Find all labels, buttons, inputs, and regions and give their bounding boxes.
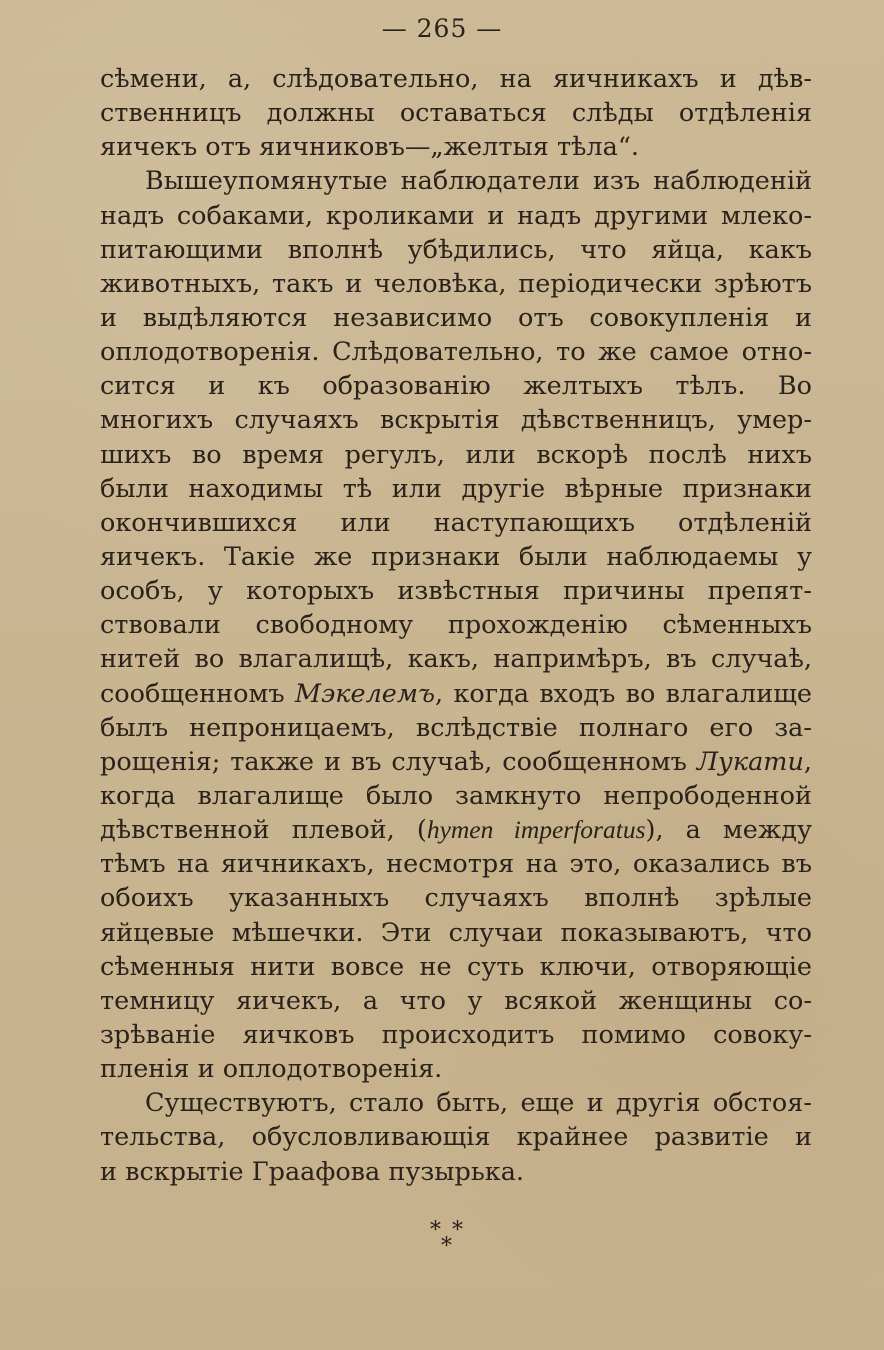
italic-name: Мэкелемъ	[294, 678, 436, 709]
text-line: шихъ во время регулъ, или вскорѣ послѣ нихъ	[100, 439, 812, 470]
text-line-with-italic	[100, 745, 812, 779]
text-line: и выдѣляются независимо отъ совокупленія и	[100, 302, 812, 333]
text-line: и вскрытіе Граафова пузырька.	[100, 1156, 524, 1187]
text-line: были находимы тѣ или другіе вѣрные признаки	[100, 473, 812, 504]
text-line: оплодотворенія. Слѣдовательно, то же самое отно-	[100, 337, 812, 368]
text-line: особъ, у которыхъ извѣстныя причины препят-	[100, 576, 812, 607]
line-fragment: дѣвственной плевой, (	[100, 815, 427, 846]
asterisk-icon: *	[441, 1234, 452, 1259]
text-line: обоихъ указанныхъ случаяхъ вполнѣ зрѣлые	[100, 883, 812, 914]
asterisk-icon: *	[430, 1218, 441, 1243]
text-line: надъ собаками, кроликами и надъ другими млеко-	[100, 200, 812, 231]
asterisk-icon: *	[452, 1218, 463, 1243]
text-line-with-latin	[100, 813, 812, 847]
line-fragment: ), а между	[645, 815, 812, 846]
text-line-with-italic	[100, 677, 812, 711]
text-line: ствовали свободному прохожденію сѣменныхъ	[100, 610, 812, 641]
text-line: окончившихся или наступающихъ отдѣленій	[100, 507, 812, 538]
text-line: яичекъ. Такіе же признаки были наблюдаемы у	[100, 541, 812, 572]
text-line: яйцевые мѣшечки. Эти случаи показываютъ, что	[100, 917, 812, 948]
line-fragment: рощенія; также и въ случаѣ, сообщенномъ	[100, 746, 697, 777]
paragraph-start-line: Вышеупомянутые наблюдатели изъ наблюденій	[145, 166, 812, 197]
text-line: питающими вполнѣ убѣдились, что яйца, какъ	[100, 234, 812, 265]
text-line: яичекъ отъ яичниковъ—„желтыя тѣла“.	[100, 132, 639, 163]
text-line: пленія и оплодотворенія.	[100, 1054, 443, 1085]
italic-name: Лукати	[696, 746, 804, 777]
line-fragment: ,	[803, 746, 812, 777]
text-line: тельства, обусловливающія крайнее развитіе и	[100, 1122, 812, 1153]
text-line: сѣменныя нити вовсе не суть ключи, отворяющіе	[100, 951, 812, 982]
text-line: былъ непроницаемъ, вслѣдствіе полнаго его за-	[100, 712, 812, 743]
text-line: многихъ случаяхъ вскрытія дѣвственницъ, умер-	[100, 405, 812, 436]
page-number: — 265 —	[381, 14, 503, 43]
text-line: когда влагалище было замкнуто непрободенной	[100, 780, 812, 811]
text-line: ственницъ должны оставаться слѣды отдѣленія	[100, 98, 812, 129]
line-fragment: сообщенномъ	[100, 678, 295, 709]
text-line: нитей во влагалищѣ, какъ, напримѣръ, въ случаѣ,	[100, 644, 812, 675]
paragraph-start-line: Существуютъ, стало быть, еще и другія обстоя-	[145, 1088, 812, 1119]
text-line: тѣмъ на яичникахъ, несмотря на это, оказались въ	[100, 849, 812, 880]
line-fragment: , когда входъ во влагалище	[435, 678, 812, 709]
text-line: зрѣваніе яичковъ происходитъ помимо совоку-	[100, 1019, 812, 1050]
text-line: сится и къ образованію желтыхъ тѣлъ. Во	[100, 371, 812, 402]
body-text	[100, 62, 812, 1189]
text-line: животныхъ, такъ и человѣка, періодически зрѣютъ	[100, 268, 812, 299]
text-line: темницу яичекъ, а что у всякой женщины со-	[100, 985, 812, 1016]
latin-term: hymen imperforatus	[426, 815, 646, 845]
text-line: сѣмени, а, слѣдовательно, на яичникахъ и дѣв-	[100, 64, 812, 94]
section-separator	[430, 1220, 490, 1260]
